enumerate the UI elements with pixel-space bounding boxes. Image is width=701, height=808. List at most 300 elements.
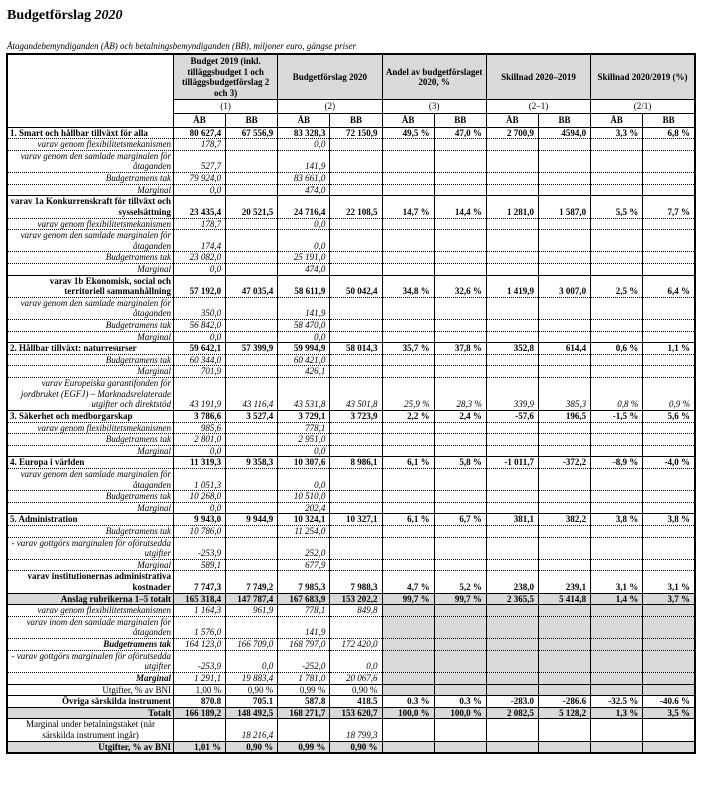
table-row	[7, 297, 695, 319]
cell	[643, 559, 695, 571]
table-row	[7, 445, 695, 457]
cell	[591, 139, 643, 151]
cell: 23 082,0	[173, 252, 225, 264]
row-label: Marginal	[7, 672, 173, 684]
cell	[434, 297, 486, 319]
cell	[382, 672, 434, 684]
cell	[643, 491, 695, 503]
header-group-row	[7, 54, 695, 100]
cell	[434, 491, 486, 503]
cell	[486, 616, 538, 638]
header-corner-cell	[7, 54, 173, 127]
table-row	[7, 741, 695, 753]
row-label: varav genom flexibilitetsmekanismen	[7, 218, 173, 230]
cell	[486, 605, 538, 617]
cell	[486, 525, 538, 537]
cell: -286.6	[538, 696, 590, 708]
cell	[226, 559, 278, 571]
cell: 178,7	[173, 218, 225, 230]
row-label: varav genom den samlade marginalen för åtaganden	[7, 297, 173, 319]
cell: 350,0	[173, 297, 225, 319]
cell	[591, 741, 643, 753]
table-row	[7, 525, 695, 537]
cell	[538, 173, 590, 185]
cell	[643, 320, 695, 332]
table-caption: Åtagandebemyndiganden (ÅB) och betalningsbemyndiganden (BB), miljoner euro, gängse priser	[7, 41, 357, 51]
cell	[486, 639, 538, 651]
cell: 9 944,9	[226, 514, 278, 526]
cell: 35,7 %	[382, 343, 434, 355]
cell: 10 268,0	[173, 491, 225, 503]
cell: 1 781,0	[278, 672, 330, 684]
cell	[643, 366, 695, 378]
cell	[434, 320, 486, 332]
table-row	[7, 719, 695, 741]
cell	[538, 445, 590, 457]
cell: 1 419,9	[486, 275, 538, 297]
cell: 43 116,4	[226, 378, 278, 411]
cell	[382, 184, 434, 196]
cell: 1,3 %	[591, 707, 643, 719]
cell: 141,9	[278, 297, 330, 319]
cell	[226, 139, 278, 151]
cell	[591, 502, 643, 514]
cell	[330, 263, 382, 275]
cell	[486, 445, 538, 457]
row-label: varav genom flexibilitetsmekanismen	[7, 605, 173, 617]
cell	[591, 650, 643, 672]
cell: 141,9	[278, 616, 330, 638]
row-label: Budgetramens tak	[7, 525, 173, 537]
cell	[330, 297, 382, 319]
cell	[330, 502, 382, 514]
cell	[538, 491, 590, 503]
cell: 985,6	[173, 422, 225, 434]
cell	[434, 354, 486, 366]
cell	[591, 468, 643, 490]
cell: 238,0	[486, 571, 538, 593]
table-row	[7, 491, 695, 503]
cell	[486, 150, 538, 172]
cell	[538, 263, 590, 275]
header-budget-2019: Budget 2019 (inkl. tilläggsbudget 1 och tilläggsbudgetförslag 2 och 3)	[173, 54, 277, 100]
cell: 589,1	[173, 559, 225, 571]
cell: 7 985,3	[278, 571, 330, 593]
header-ab: ÅB	[278, 114, 330, 128]
cell: 381,1	[486, 514, 538, 526]
cell	[538, 252, 590, 264]
row-label: 4. Europa i världen	[7, 457, 173, 469]
row-label: varav genom den samlade marginalen för åtaganden	[7, 230, 173, 252]
cell	[643, 173, 695, 185]
cell: 1,1 %	[643, 343, 695, 355]
cell	[486, 684, 538, 696]
cell	[382, 525, 434, 537]
cell: 47,0 %	[434, 127, 486, 139]
cell	[486, 184, 538, 196]
header-bb: BB	[226, 114, 278, 128]
cell: 58 611,9	[278, 275, 330, 297]
cell	[486, 218, 538, 230]
row-label: varav genom flexibilitetsmekanismen	[7, 139, 173, 151]
cell	[330, 366, 382, 378]
cell: 1 576,0	[173, 616, 225, 638]
cell: 3,1 %	[591, 571, 643, 593]
row-label: Totalt	[7, 707, 173, 719]
cell: 80 627,4	[173, 127, 225, 139]
table-row	[7, 457, 695, 469]
cell	[330, 139, 382, 151]
table-body	[7, 127, 695, 753]
cell	[643, 150, 695, 172]
cell	[591, 184, 643, 196]
cell: 10 786,0	[173, 525, 225, 537]
table-row	[7, 684, 695, 696]
cell: 18 799,3	[330, 719, 382, 741]
table-row	[7, 184, 695, 196]
cell	[226, 184, 278, 196]
cell: 3,5 %	[643, 707, 695, 719]
cell	[591, 320, 643, 332]
cell	[591, 173, 643, 185]
cell	[226, 218, 278, 230]
cell: 0,90 %	[226, 684, 278, 696]
cell	[382, 741, 434, 753]
cell	[591, 230, 643, 252]
cell: 202,4	[278, 502, 330, 514]
cell	[538, 366, 590, 378]
row-label: Marginal	[7, 331, 173, 343]
cell: 705.1	[226, 696, 278, 708]
cell: 178,7	[173, 139, 225, 151]
cell: 0.3 %	[382, 696, 434, 708]
cell	[226, 537, 278, 559]
cell: 385,3	[538, 378, 590, 411]
cell	[591, 719, 643, 741]
cell: 20 067,6	[330, 672, 382, 684]
cell	[330, 616, 382, 638]
cell: 7 749,2	[226, 571, 278, 593]
cell: 0,9 %	[643, 378, 695, 411]
header-ab: ÅB	[591, 114, 643, 128]
cell: 25,9 %	[382, 378, 434, 411]
row-label: Övriga särskilda instrument	[7, 696, 173, 708]
cell: 1 291,1	[173, 672, 225, 684]
table-row	[7, 127, 695, 139]
cell: 6,8 %	[643, 127, 695, 139]
cell	[226, 468, 278, 490]
cell	[382, 616, 434, 638]
cell: 58 014,3	[330, 343, 382, 355]
cell: 0,6 %	[591, 343, 643, 355]
cell: 14,7 %	[382, 196, 434, 218]
cell: 5 128,2	[538, 707, 590, 719]
cell: 196,5	[538, 410, 590, 422]
row-label: Budgetramens tak	[7, 491, 173, 503]
cell: 99,7 %	[382, 593, 434, 605]
cell	[643, 719, 695, 741]
cell: 19 883,4	[226, 672, 278, 684]
page-title	[7, 8, 696, 24]
cell: 527,7	[173, 150, 225, 172]
cell	[382, 468, 434, 490]
row-label: Utgifter, % av BNI	[7, 741, 173, 753]
cell	[330, 173, 382, 185]
cell: 83 328,3	[278, 127, 330, 139]
cell	[382, 331, 434, 343]
row-label: varav 1a Konkurrenskraft för tillväxt och sysselsättning	[7, 196, 173, 218]
cell	[382, 650, 434, 672]
cell	[591, 354, 643, 366]
cell	[382, 434, 434, 446]
cell: 164 123,0	[173, 639, 225, 651]
cell	[486, 672, 538, 684]
cell: 3 729,1	[278, 410, 330, 422]
cell: 57 399,9	[226, 343, 278, 355]
cell	[486, 650, 538, 672]
cell: 3,7 %	[643, 593, 695, 605]
cell: -1,5 %	[591, 410, 643, 422]
row-label: Budgetramens tak	[7, 320, 173, 332]
cell: 100,0 %	[434, 707, 486, 719]
cell	[643, 184, 695, 196]
cell	[434, 559, 486, 571]
cell: 5,5 %	[591, 196, 643, 218]
cell: 6,7 %	[434, 514, 486, 526]
cell	[226, 320, 278, 332]
cell	[643, 297, 695, 319]
cell	[486, 297, 538, 319]
cell	[643, 422, 695, 434]
cell	[538, 354, 590, 366]
cell: -252,0	[278, 650, 330, 672]
cell	[643, 263, 695, 275]
cell	[434, 263, 486, 275]
row-label: Marginal	[7, 263, 173, 275]
row-label: Budgetramens tak	[7, 252, 173, 264]
cell	[382, 230, 434, 252]
cell	[226, 491, 278, 503]
row-label: Utgifter, % av BNI	[7, 684, 173, 696]
row-label: varav 1b Ekonomisk, social och territoriell sammanhållning	[7, 275, 173, 297]
row-label: 5. Administration	[7, 514, 173, 526]
cell	[591, 263, 643, 275]
table-row	[7, 150, 695, 172]
cell: 172 420,0	[330, 639, 382, 651]
cell	[486, 434, 538, 446]
cell	[382, 537, 434, 559]
cell: -8,9 %	[591, 457, 643, 469]
cell: 0,0	[278, 139, 330, 151]
row-label: varav Europeiska garantifonden för jordbruket (EGFJ) – Marknadsrelaterade utgifter och direktstöd	[7, 378, 173, 411]
cell	[330, 559, 382, 571]
cell	[643, 445, 695, 457]
cell: 778,1	[278, 422, 330, 434]
cell: 4,7 %	[382, 571, 434, 593]
cell	[330, 218, 382, 230]
cell: 6,4 %	[643, 275, 695, 297]
cell: 778,1	[278, 605, 330, 617]
cell	[434, 230, 486, 252]
cell	[434, 684, 486, 696]
cell: 1 281,0	[486, 196, 538, 218]
cell: 10 307,6	[278, 457, 330, 469]
cell: 168 271,7	[278, 707, 330, 719]
table-row	[7, 422, 695, 434]
row-label: Marginal	[7, 184, 173, 196]
cell	[486, 491, 538, 503]
cell: 100,0 %	[382, 707, 434, 719]
cell: 153 620,7	[330, 707, 382, 719]
row-label: - varav gottgörs marginalen för oförutsedda utgifter	[7, 537, 173, 559]
cell: 2,5 %	[591, 275, 643, 297]
header-bb: BB	[434, 114, 486, 128]
header-ab: ÅB	[486, 114, 538, 128]
cell	[382, 297, 434, 319]
cell	[538, 639, 590, 651]
cell	[434, 525, 486, 537]
cell	[226, 434, 278, 446]
table-row	[7, 320, 695, 332]
title-text: Budgetförslag	[7, 8, 91, 23]
cell	[591, 684, 643, 696]
title-year: 2020	[94, 8, 123, 23]
cell	[382, 366, 434, 378]
cell: 677,9	[278, 559, 330, 571]
cell: 56 842,0	[173, 320, 225, 332]
header-ab: ÅB	[382, 114, 434, 128]
budget-table	[6, 53, 696, 754]
row-label: Budgetramens tak	[7, 434, 173, 446]
cell: 0,0	[278, 218, 330, 230]
cell: 148 492,5	[226, 707, 278, 719]
cell	[643, 537, 695, 559]
cell	[226, 150, 278, 172]
table-row	[7, 230, 695, 252]
header-bb: BB	[538, 114, 590, 128]
cell	[486, 320, 538, 332]
cell	[434, 468, 486, 490]
cell: 10 327,1	[330, 514, 382, 526]
cell: 339,9	[486, 378, 538, 411]
cell: 2 951,0	[278, 434, 330, 446]
cell	[591, 639, 643, 651]
cell	[591, 537, 643, 559]
cell: 9 358,3	[226, 457, 278, 469]
cell	[330, 468, 382, 490]
table-row	[7, 696, 695, 708]
cell	[643, 650, 695, 672]
cell	[434, 445, 486, 457]
header-skillnad: Skillnad 2020–2019	[486, 54, 590, 100]
table-header	[7, 54, 695, 127]
cell	[486, 366, 538, 378]
header-col-3: (3)	[382, 100, 486, 114]
cell	[591, 218, 643, 230]
cell: 20 521,5	[226, 196, 278, 218]
table-row	[7, 331, 695, 343]
cell: 474,0	[278, 184, 330, 196]
cell	[382, 559, 434, 571]
cell: 0,0	[226, 650, 278, 672]
table-row	[7, 410, 695, 422]
header-andel: Andel av budgetförslaget 2020, %	[382, 54, 486, 100]
cell: 18 216,4	[226, 719, 278, 741]
cell: -253,9	[173, 537, 225, 559]
table-row	[7, 514, 695, 526]
cell: 3 723,9	[330, 410, 382, 422]
row-label: 1. Smart och hållbar tillväxt för alla	[7, 127, 173, 139]
cell	[434, 502, 486, 514]
cell: 2,2 %	[382, 410, 434, 422]
table-row	[7, 196, 695, 218]
row-label: Budgetramens tak	[7, 639, 173, 651]
cell: 60 421,0	[278, 354, 330, 366]
cell	[226, 502, 278, 514]
cell	[643, 354, 695, 366]
row-label: 3. Säkerhet och medborgarskap	[7, 410, 173, 422]
cell	[538, 605, 590, 617]
cell	[591, 252, 643, 264]
cell: 2,4 %	[434, 410, 486, 422]
cell	[434, 616, 486, 638]
table-row	[7, 639, 695, 651]
cell	[486, 741, 538, 753]
cell	[591, 672, 643, 684]
cell	[434, 741, 486, 753]
row-label: - varav gottgörs marginalen för oförutsedda utgifter	[7, 650, 173, 672]
cell	[538, 139, 590, 151]
row-label: 2. Hållbar tillväxt: naturresurser	[7, 343, 173, 355]
cell	[538, 184, 590, 196]
cell	[591, 422, 643, 434]
cell: 418.5	[330, 696, 382, 708]
cell: 50 042,4	[330, 275, 382, 297]
cell: 5 414,8	[538, 593, 590, 605]
cell	[538, 320, 590, 332]
cell: 614,4	[538, 343, 590, 355]
cell: 0,0	[278, 468, 330, 490]
cell: 3 007,0	[538, 275, 590, 297]
cell	[226, 616, 278, 638]
cell	[382, 491, 434, 503]
cell	[330, 445, 382, 457]
cell: 49,5 %	[382, 127, 434, 139]
cell	[591, 445, 643, 457]
cell	[538, 684, 590, 696]
cell: 0,8 %	[591, 378, 643, 411]
cell: 2 801,0	[173, 434, 225, 446]
cell: 141,9	[278, 150, 330, 172]
cell: 0,0	[278, 331, 330, 343]
cell: 1 587,0	[538, 196, 590, 218]
cell	[226, 366, 278, 378]
cell	[382, 502, 434, 514]
table-row	[7, 275, 695, 297]
table-row	[7, 343, 695, 355]
table-row	[7, 537, 695, 559]
cell	[226, 445, 278, 457]
cell	[226, 297, 278, 319]
cell	[486, 422, 538, 434]
cell: 0,99 %	[278, 684, 330, 696]
cell: 0,0	[173, 263, 225, 275]
cell: -372,2	[538, 457, 590, 469]
cell	[434, 331, 486, 343]
cell: 72 150,9	[330, 127, 382, 139]
table-row	[7, 559, 695, 571]
cell: 79 924,0	[173, 173, 225, 185]
